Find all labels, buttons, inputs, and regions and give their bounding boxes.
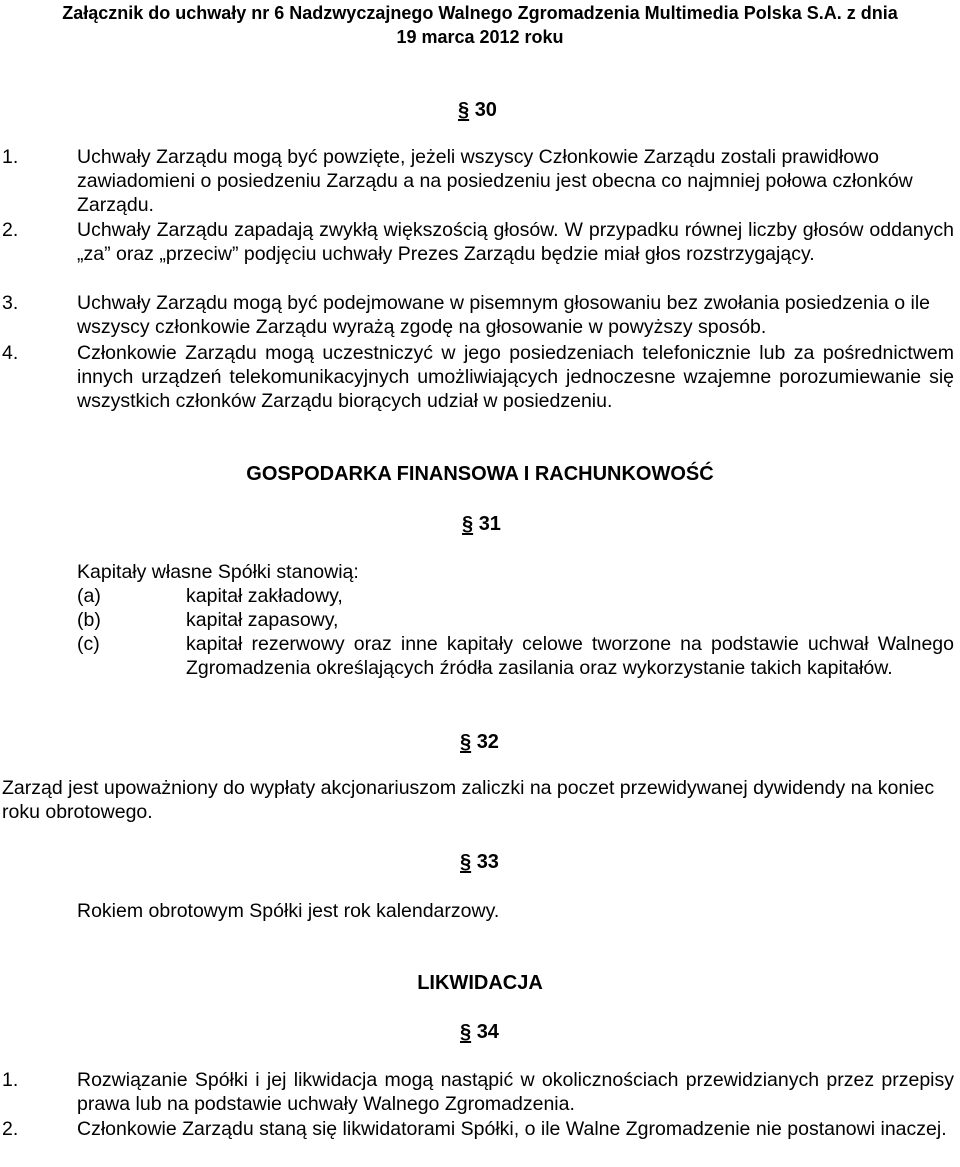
item-number: 1. (2, 1069, 19, 1091)
header-line-1: Załącznik do uchwały nr 6 Nadzwyczajnego Walnego Zgromadzenia Multimedia Polska S.A. z dnia (62, 3, 898, 23)
section-symbol: § (462, 513, 474, 535)
item-text: Rozwiązanie Spółki i jej likwidacja mogą nastąpić w okolicznościach przewidzianych przez przepisy prawa lub na podstawie uchwały Walnego Zgromadzenia. (77, 1069, 954, 1115)
item-number: 2. (2, 1118, 19, 1140)
item-text: kapitał rezerwowy oraz inne kapitały celowe tworzone na podstawie uchwał Walnego Zgromadzenia określających źródła zasilania oraz wykorzystanie takich kapitałów. (186, 633, 954, 679)
section-32-heading (460, 730, 499, 754)
item-number: 3. (2, 292, 19, 314)
item-number: 4. (2, 342, 19, 364)
item-text: kapitał zakładowy, (186, 585, 343, 607)
item-text: Członkowie Zarządu staną się likwidatorami Spółki, o ile Walne Zgromadzenie nie postanowi inaczej. (77, 1118, 947, 1140)
section-31-heading (462, 512, 501, 536)
section-number: 34 (476, 1021, 499, 1043)
header-line-2: 19 marca 2012 roku (396, 27, 564, 47)
section-symbol: § (460, 1021, 472, 1043)
s31-intro: Kapitały własne Spółki stanowią: (77, 561, 359, 583)
item-label: (a) (77, 585, 101, 607)
section-number: 31 (478, 513, 501, 535)
heading-finance: GOSPODARKA FINANSOWA I RACHUNKOWOŚĆ (246, 463, 714, 485)
section-number: 30 (474, 99, 497, 121)
section-number: 32 (476, 731, 499, 753)
section-34-heading (460, 1020, 499, 1044)
item-text: kapitał zapasowy, (186, 609, 339, 631)
section-symbol: § (460, 731, 472, 753)
item-text: Uchwały Zarządu zapadają zwykłą większością głosów. W przypadku równej liczby głosów oddanych „za” oraz „przeciw” podjęciu uchwały Prezes Zarządu będzie miał głos rozstrzygający. (77, 219, 954, 265)
s33-text: Rokiem obrotowym Spółki jest rok kalendarzowy. (77, 900, 500, 922)
item-number: 1. (2, 146, 19, 168)
section-30-heading (458, 98, 497, 122)
section-symbol: § (460, 851, 472, 873)
item-text: Uchwały Zarządu mogą być podejmowane w pisemnym głosowaniu bez zwołania posiedzenia o ile wszyscy członkowie Zarządu wyrażą zgodę na głosowanie w powyższy sposób. (77, 292, 931, 338)
item-text: Członkowie Zarządu mogą uczestniczyć w jego posiedzeniach telefonicznie lub za pośrednictwem innych urządzeń telekomunikacyjnych umożliwiających jednoczesne wzajemne porozumiewanie się wszystkich członków Zarządu biorących udział w posiedzeniu. (77, 342, 954, 412)
section-number: 33 (476, 851, 499, 873)
s32-text: Zarząd jest upoważniony do wypłaty akcjonariuszom zaliczki na poczet przewidywanej dywidendy na koniec roku obrotowego. (2, 777, 935, 823)
section-33-heading (460, 850, 499, 874)
item-number: 2. (2, 219, 19, 241)
heading-liquidation: LIKWIDACJA (417, 972, 543, 994)
item-label: (b) (77, 609, 101, 631)
item-text: Uchwały Zarządu mogą być powzięte, jeżeli wszyscy Członkowie Zarządu zostali prawidłowo zawiadomieni o posiedzeniu Zarządu a na posiedzeniu jest obecna co najmniej połowa członków Zarządu. (77, 146, 913, 216)
item-label: (c) (77, 633, 100, 655)
document-header (0, 0, 960, 49)
section-symbol: § (458, 99, 470, 121)
